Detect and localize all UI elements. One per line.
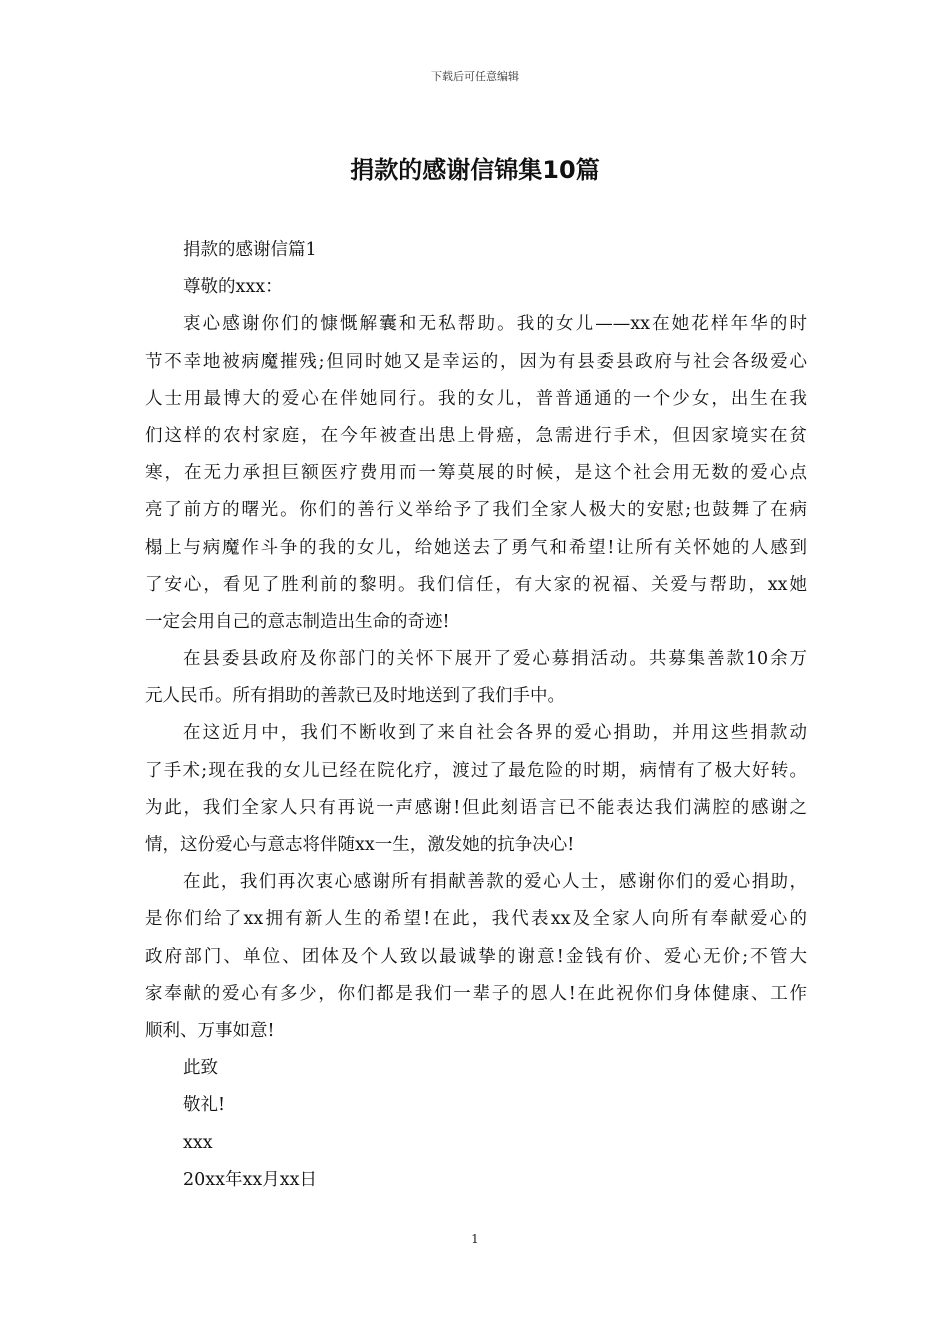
document-title: 捐款的感谢信锦集10篇 [350,156,600,184]
body-line: 政府部门、单位、团体及个人致以最诚挚的谢意!金钱有价、爱心无价;不管大 [145,946,807,967]
body-line: 们这样的农村家庭，在今年被查出患上骨癌，急需进行手术，但因家境实在贫 [145,425,807,446]
body-line: 此致 [183,1058,218,1079]
body-line: 寒，在无力承担巨额医疗费用而一筹莫展的时候，是这个社会用无数的爱心点 [145,463,807,484]
page-number: 1 [471,1232,479,1246]
document-body [145,232,807,1199]
body-line: 是你们给了xx拥有新人生的希望!在此，我代表xx及全家人向所有奉献爱心的 [145,909,807,930]
body-line: 一定会用自己的意志制造出生命的奇迹! [145,611,450,632]
body-line: 情，这份爱心与意志将伴随xx一生，激发她的抗争决心! [145,835,575,855]
body-line: 衷心感谢你们的慷慨解囊和无私帮助。我的女儿——xx在她花样年华的时 [183,314,807,335]
header-note: 下载后可任意编辑 [431,70,519,83]
body-line: 敬礼! [183,1095,226,1116]
body-line: 了安心，看见了胜利前的黎明。我们信任，有大家的祝福、关爱与帮助，xx她 [145,574,807,595]
body-line: 人士用最博大的爱心在伴她同行。我的女儿，普普通通的一个少女，出生在我 [145,388,807,409]
body-line: 在这近月中，我们不断收到了来自社会各界的爱心捐助，并用这些捐款动 [183,723,807,744]
body-line: 捐款的感谢信篇1 [183,240,317,260]
body-line: xxx [183,1132,213,1153]
body-line: 尊敬的xxx： [183,277,283,298]
body-line: 20xx年xx月xx日 [183,1169,317,1190]
body-line: 节不幸地被病魔摧残;但同时她又是幸运的，因为有县委县政府与社会各级爱心 [145,351,807,372]
body-line: 了手术;现在我的女儿已经在院化疗，渡过了最危险的时期，病情有了极大好转。 [145,760,807,781]
body-line: 在县委县政府及你部门的关怀下展开了爱心募捐活动。共募集善款10余万 [183,649,807,670]
body-line: 元人民币。所有捐助的善款已及时地送到了我们手中。 [145,686,565,707]
body-line: 顺利、万事如意! [145,1020,275,1041]
body-line: 在此，我们再次衷心感谢所有捐献善款的爱心人士，感谢你们的爱心捐助， [183,872,807,893]
body-line: 为此，我们全家人只有再说一声感谢!但此刻语言已不能表达我们满腔的感谢之 [145,797,807,818]
body-line: 亮了前方的曙光。你们的善行义举给予了我们全家人极大的安慰;也鼓舞了在病 [145,500,807,521]
body-line: 家奉献的爱心有多少，你们都是我们一辈子的恩人!在此祝你们身体健康、工作 [145,983,807,1004]
body-line: 榻上与病魔作斗争的我的女儿，给她送去了勇气和希望!让所有关怀她的人感到 [145,537,807,558]
